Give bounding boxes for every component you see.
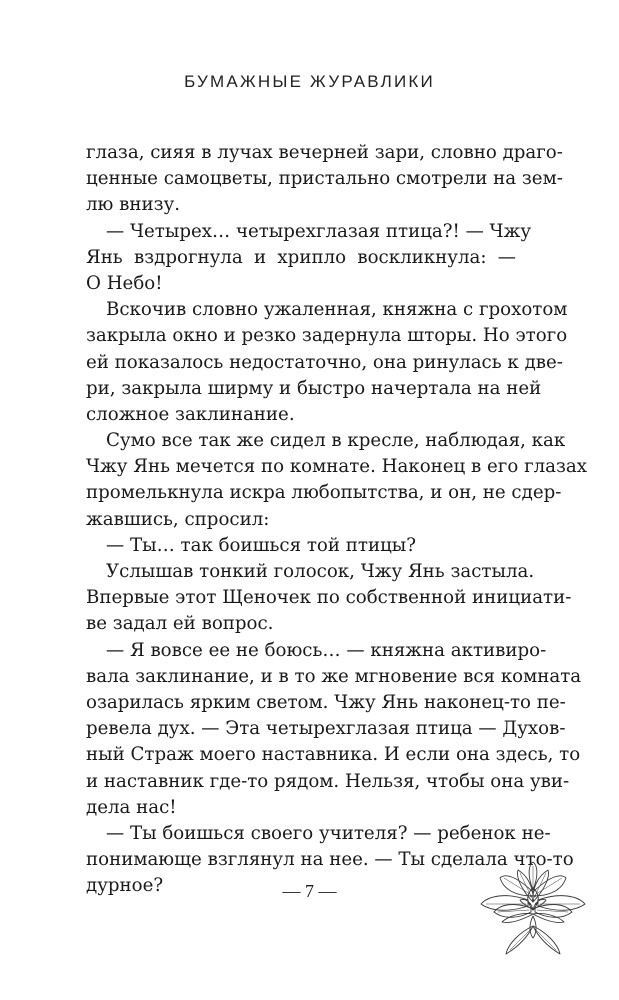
text-line: и наставник где-то рядом. Нельзя, чтобы она уви- xyxy=(86,770,570,792)
text-line: озарилась ярким светом. Чжу Янь наконец-то пе- xyxy=(86,691,566,713)
lotus-flower-icon xyxy=(478,860,588,960)
text-line: лю внизу. xyxy=(86,194,181,216)
text-line: — Я вовсе ее не боюсь… — княжна активиро- xyxy=(106,639,547,661)
page-number: — 7 — xyxy=(282,881,337,901)
text-line: ревела дух. — Эта четырехглазая птица — Духов- xyxy=(86,718,566,740)
body-text xyxy=(86,140,588,899)
text-line: глаза, сияя в лучах вечерней зари, словно драго- xyxy=(86,142,563,163)
text-line: дурное? xyxy=(86,875,164,897)
text-line: Чжу Янь мечется по комнате. Наконец в его глазах xyxy=(86,456,588,478)
text-line: закрыла окно и резко задернула шторы. Но этого xyxy=(86,325,568,347)
text-line: Впервые этот Щеночек по собственной инициати- xyxy=(86,587,572,609)
text-line: Вскочив словно ужаленная, княжна с грохотом xyxy=(106,299,568,321)
text-line: О Небо! xyxy=(86,272,163,294)
text-line: промелькнула искра любопытства, и он, не сдер- xyxy=(86,482,562,504)
text-line: вала заклинание, и в то же мгновение вся комната xyxy=(86,665,582,687)
text-line: — Ты боишься своего учителя? — ребенок не- xyxy=(106,822,551,844)
text-line: — Ты… так боишься той птицы? xyxy=(106,534,417,556)
text-line: дела нас! xyxy=(86,796,177,818)
text-line: Сумо все так же сидел в кресле, наблюдая, как xyxy=(106,430,566,452)
text-line: Услышав тонкий голосок, Чжу Янь застыла. xyxy=(106,561,535,582)
text-line: ценные самоцветы, пристально смотрели на зем- xyxy=(86,168,563,190)
text-line: ный Страж моего наставника. И если она здесь, то xyxy=(86,744,581,766)
text-line: сложное заклинание. xyxy=(86,403,295,425)
text-line: ри, закрыла ширму и быстро начертала на ней xyxy=(86,377,542,399)
text-line: жавшись, спросил: xyxy=(86,508,270,530)
text-line: ве задал ей вопрос. xyxy=(86,613,274,635)
text-line: — Четырех… четырехглазая птица?! — Чжу xyxy=(106,220,532,242)
running-title: БУМАЖНЫЕ ЖУРАВЛИКИ xyxy=(184,72,435,91)
text-line: понимающе взглянул на нее. — Ты сделала что-то xyxy=(86,849,574,871)
text-line: Янь вздрогнула и хрипло воскликнула: — xyxy=(86,246,516,268)
text-line: ей показалось недостаточно, она ринулась к две- xyxy=(86,351,563,373)
